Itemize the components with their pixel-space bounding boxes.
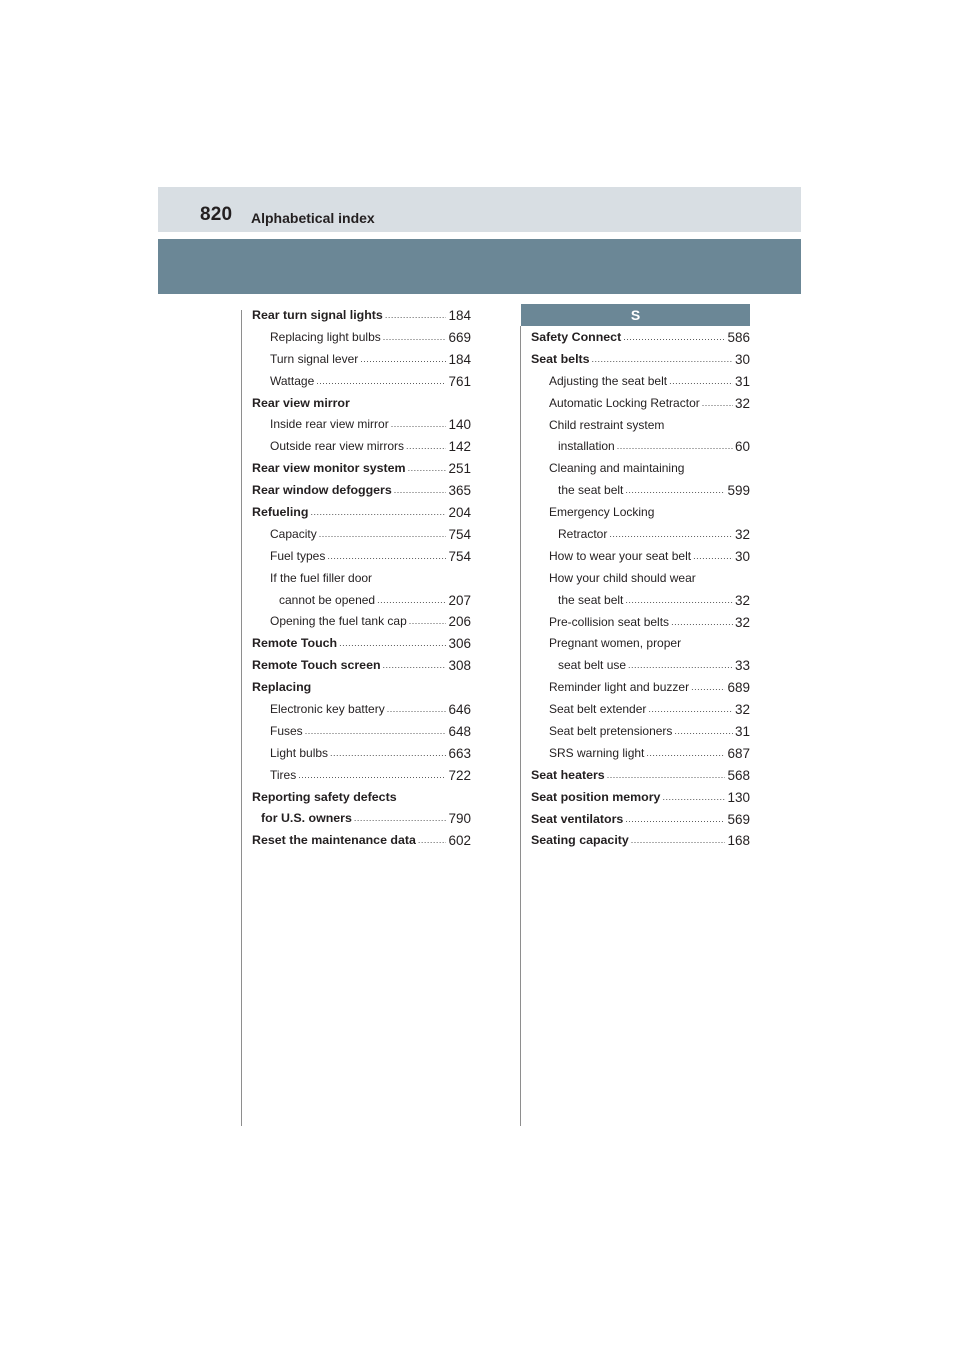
dot-leader: [418, 830, 447, 852]
dot-leader: [409, 611, 447, 633]
index-entry-page: 32: [734, 395, 750, 411]
index-entry-text: Replacing: [252, 680, 312, 695]
index-entry-page: 184: [448, 351, 471, 367]
dot-leader: [319, 524, 447, 546]
index-entry-text: Turn signal lever: [270, 351, 359, 366]
index-entry-page: 306: [448, 636, 471, 652]
index-entry: [531, 830, 750, 852]
index-entry: [252, 305, 471, 327]
index-entry-page: 669: [448, 329, 471, 345]
index-entry-text: the seat belt: [558, 592, 624, 607]
index-entry-page: 32: [734, 614, 750, 630]
index-entry-text: Reset the maintenance data: [252, 833, 416, 848]
index-entry: [252, 458, 471, 480]
dot-leader: [648, 699, 733, 721]
index-entry: [531, 677, 750, 699]
dot-leader: [330, 743, 446, 765]
index-entry: [252, 349, 471, 371]
index-entry: [531, 546, 750, 568]
index-entry-text: Reporting safety defects: [252, 789, 397, 804]
dot-leader: [607, 765, 726, 787]
index-letter-heading: S: [521, 304, 750, 326]
index-entry-page: 60: [734, 439, 750, 455]
section-title: Alphabetical index: [251, 210, 375, 226]
index-entry-text: Wattage: [270, 373, 315, 388]
index-entry-page: 142: [448, 439, 471, 455]
dot-leader: [394, 480, 447, 502]
index-entry: [252, 568, 471, 590]
index-entry-page: 586: [727, 330, 750, 345]
index-entry-text: Outside rear view mirrors: [270, 439, 405, 454]
dot-leader: [691, 677, 725, 699]
index-entry: [252, 633, 471, 655]
index-entry-text: Seat belt extender: [549, 702, 647, 717]
dot-leader: [408, 458, 447, 480]
dot-leader: [360, 349, 446, 371]
index-entry-text: the seat belt: [558, 483, 624, 498]
index-entry-page: 206: [448, 614, 471, 630]
index-entry: [252, 721, 471, 743]
dot-leader: [592, 349, 733, 371]
index-entry-page: 251: [448, 461, 471, 477]
index-entry-text: Opening the fuel tank cap: [270, 614, 407, 629]
index-entry-text: SRS warning light: [549, 745, 645, 760]
dot-leader: [391, 414, 447, 436]
index-entry: [252, 611, 471, 633]
index-entry: [531, 612, 750, 634]
index-entry-text: Rear window defoggers: [252, 483, 392, 498]
dot-leader: [387, 699, 447, 721]
index-entry-page: 754: [448, 548, 471, 564]
index-entry-page: 648: [448, 723, 471, 739]
index-entry-text: Fuel types: [270, 548, 326, 563]
index-entry: [531, 393, 750, 415]
index-entry: [531, 809, 750, 831]
index-entry-page: 168: [727, 833, 750, 849]
index-entry-text: Safety Connect: [531, 330, 622, 344]
dot-leader: [609, 524, 733, 546]
dot-leader: [671, 612, 733, 634]
index-entry-page: 689: [727, 680, 750, 696]
index-column-left: [252, 305, 471, 852]
index-entry-page: 32: [734, 527, 750, 543]
index-entry-text: Fuses: [270, 723, 303, 738]
index-entry-text: Reminder light and buzzer: [549, 680, 690, 695]
index-entry: [531, 458, 750, 480]
dot-leader: [383, 655, 447, 677]
index-entry: [531, 524, 750, 546]
index-entry-text: Seating capacity: [531, 833, 629, 848]
page-number: 820: [200, 204, 233, 225]
index-entry: [252, 787, 471, 809]
dot-leader: [298, 765, 446, 787]
index-entry-text: for U.S. owners: [261, 811, 352, 826]
index-entry: [252, 546, 471, 568]
index-entry: [252, 808, 471, 830]
index-entry-text: How to wear your seat belt: [549, 548, 692, 563]
index-entry-text: Seat position memory: [531, 789, 661, 804]
dot-leader: [617, 436, 733, 458]
index-entry-text: Tires: [270, 767, 297, 782]
index-entry-page: 32: [734, 702, 750, 718]
index-entry-text: seat belt use: [558, 658, 627, 673]
index-entry-text: Seat belts: [531, 351, 590, 366]
index-entry-text: Refueling: [252, 505, 309, 520]
index-entry: [531, 699, 750, 721]
index-entry: [252, 765, 471, 787]
index-entry: [252, 743, 471, 765]
index-entry-page: 31: [734, 724, 750, 740]
index-entry-text: Electronic key battery: [270, 702, 385, 717]
dot-leader: [625, 480, 725, 502]
dot-leader: [305, 721, 447, 743]
index-entry-text: Replacing light bulbs: [270, 329, 381, 344]
index-entry-page: 602: [448, 833, 471, 849]
index-entry: [252, 699, 471, 721]
index-entry-text: Inside rear view mirror: [270, 417, 389, 432]
index-entry-page: 646: [448, 702, 471, 718]
column-rule-middle: [520, 326, 521, 1126]
index-entry: [531, 371, 750, 393]
index-entry-text: If the fuel filler door: [270, 570, 373, 585]
index-entry: [252, 371, 471, 393]
index-entry-text: Rear view monitor system: [252, 461, 406, 476]
dot-leader: [327, 546, 446, 568]
index-entry: [531, 436, 750, 458]
index-entry-text: Seat belt pretensioners: [549, 724, 673, 739]
index-entry-text: Rear view mirror: [252, 395, 350, 410]
index-entry: [252, 480, 471, 502]
index-entry-text: cannot be opened: [279, 592, 376, 607]
index-entry: [531, 655, 750, 677]
index-entry: [531, 502, 750, 524]
index-entry-text: Automatic Locking Retractor: [549, 395, 700, 410]
index-entry-text: How your child should wear: [549, 570, 696, 585]
index-entry-text: Adjusting the seat belt: [549, 373, 668, 388]
dot-leader: [628, 655, 733, 677]
index-entry-page: 130: [727, 789, 750, 805]
index-entry-page: 207: [448, 592, 471, 608]
dot-leader: [316, 371, 446, 393]
index-entry: [252, 590, 471, 612]
dot-leader: [625, 809, 725, 831]
index-entry-text: Child restraint system: [549, 417, 665, 432]
index-entry: [531, 349, 750, 371]
index-entry-text: Light bulbs: [270, 745, 329, 760]
index-entry: [252, 502, 471, 524]
index-entry: [252, 414, 471, 436]
dot-leader: [339, 633, 446, 655]
dot-leader: [669, 371, 733, 393]
index-entry-page: 204: [448, 505, 471, 521]
index-entry: [531, 743, 750, 765]
index-entry-text: Emergency Locking: [549, 505, 655, 520]
index-entry-text: Cleaning and maintaining: [549, 461, 685, 476]
index-entry-text: Pregnant women, proper: [549, 636, 682, 651]
index-entry-text: installation: [558, 439, 615, 454]
index-entry-page: 184: [448, 308, 471, 323]
index-entry-page: 33: [734, 658, 750, 674]
dot-leader: [702, 393, 733, 415]
dot-leader: [383, 327, 447, 349]
index-entry-page: 687: [727, 745, 750, 761]
index-entry-page: 754: [448, 526, 471, 542]
index-entry: [531, 415, 750, 437]
index-entry-page: 790: [448, 811, 471, 827]
index-entry: [252, 677, 471, 699]
index-entry: [531, 327, 750, 349]
index-entry: [531, 480, 750, 502]
index-entry: [252, 830, 471, 852]
index-entry: [252, 524, 471, 546]
index-entry-text: Remote Touch screen: [252, 658, 381, 673]
index-entry-text: Rear turn signal lights: [252, 308, 383, 322]
dot-leader: [625, 590, 733, 612]
index-entry: [531, 568, 750, 590]
column-rule-left: [241, 310, 242, 1126]
index-entry-page: 365: [448, 483, 471, 499]
dot-leader: [354, 808, 447, 830]
index-entry-page: 30: [734, 351, 750, 367]
dot-leader: [662, 787, 725, 809]
index-entry-page: 663: [448, 745, 471, 761]
index-entry: [531, 721, 750, 743]
index-entry-page: 722: [448, 767, 471, 783]
dot-leader: [310, 502, 446, 524]
dot-leader: [631, 830, 726, 852]
index-entry: [531, 787, 750, 809]
index-entry-text: Retractor: [558, 527, 608, 542]
index-column-right: [531, 327, 750, 852]
index-entry-text: Remote Touch: [252, 636, 338, 651]
index-entry-page: 568: [727, 767, 750, 783]
index-entry-page: 569: [727, 811, 750, 827]
index-entry-page: 599: [727, 483, 750, 499]
dot-leader: [674, 721, 733, 743]
index-entry-page: 30: [734, 548, 750, 564]
index-entry-page: 32: [734, 592, 750, 608]
index-entry-text: Seat heaters: [531, 767, 605, 782]
index-entry: [531, 633, 750, 655]
dot-leader: [693, 546, 733, 568]
index-entry-text: Seat ventilators: [531, 811, 624, 826]
index-entry: [531, 765, 750, 787]
decorative-band: [158, 239, 801, 294]
index-entry-page: 308: [448, 658, 471, 674]
dot-leader: [623, 327, 725, 349]
index-entry-page: 761: [448, 373, 471, 389]
dot-leader: [406, 436, 446, 458]
index-entry-page: 140: [448, 417, 471, 433]
index-entry: [252, 436, 471, 458]
index-entry: [252, 327, 471, 349]
index-entry-page: 31: [734, 373, 750, 389]
index-entry: [531, 590, 750, 612]
index-entry-text: Capacity: [270, 526, 317, 541]
index-entry: [252, 655, 471, 677]
dot-leader: [646, 743, 725, 765]
index-entry: [252, 393, 471, 415]
dot-leader: [385, 305, 447, 327]
index-entry-text: Pre-collision seat belts: [549, 614, 670, 629]
dot-leader: [377, 590, 446, 612]
